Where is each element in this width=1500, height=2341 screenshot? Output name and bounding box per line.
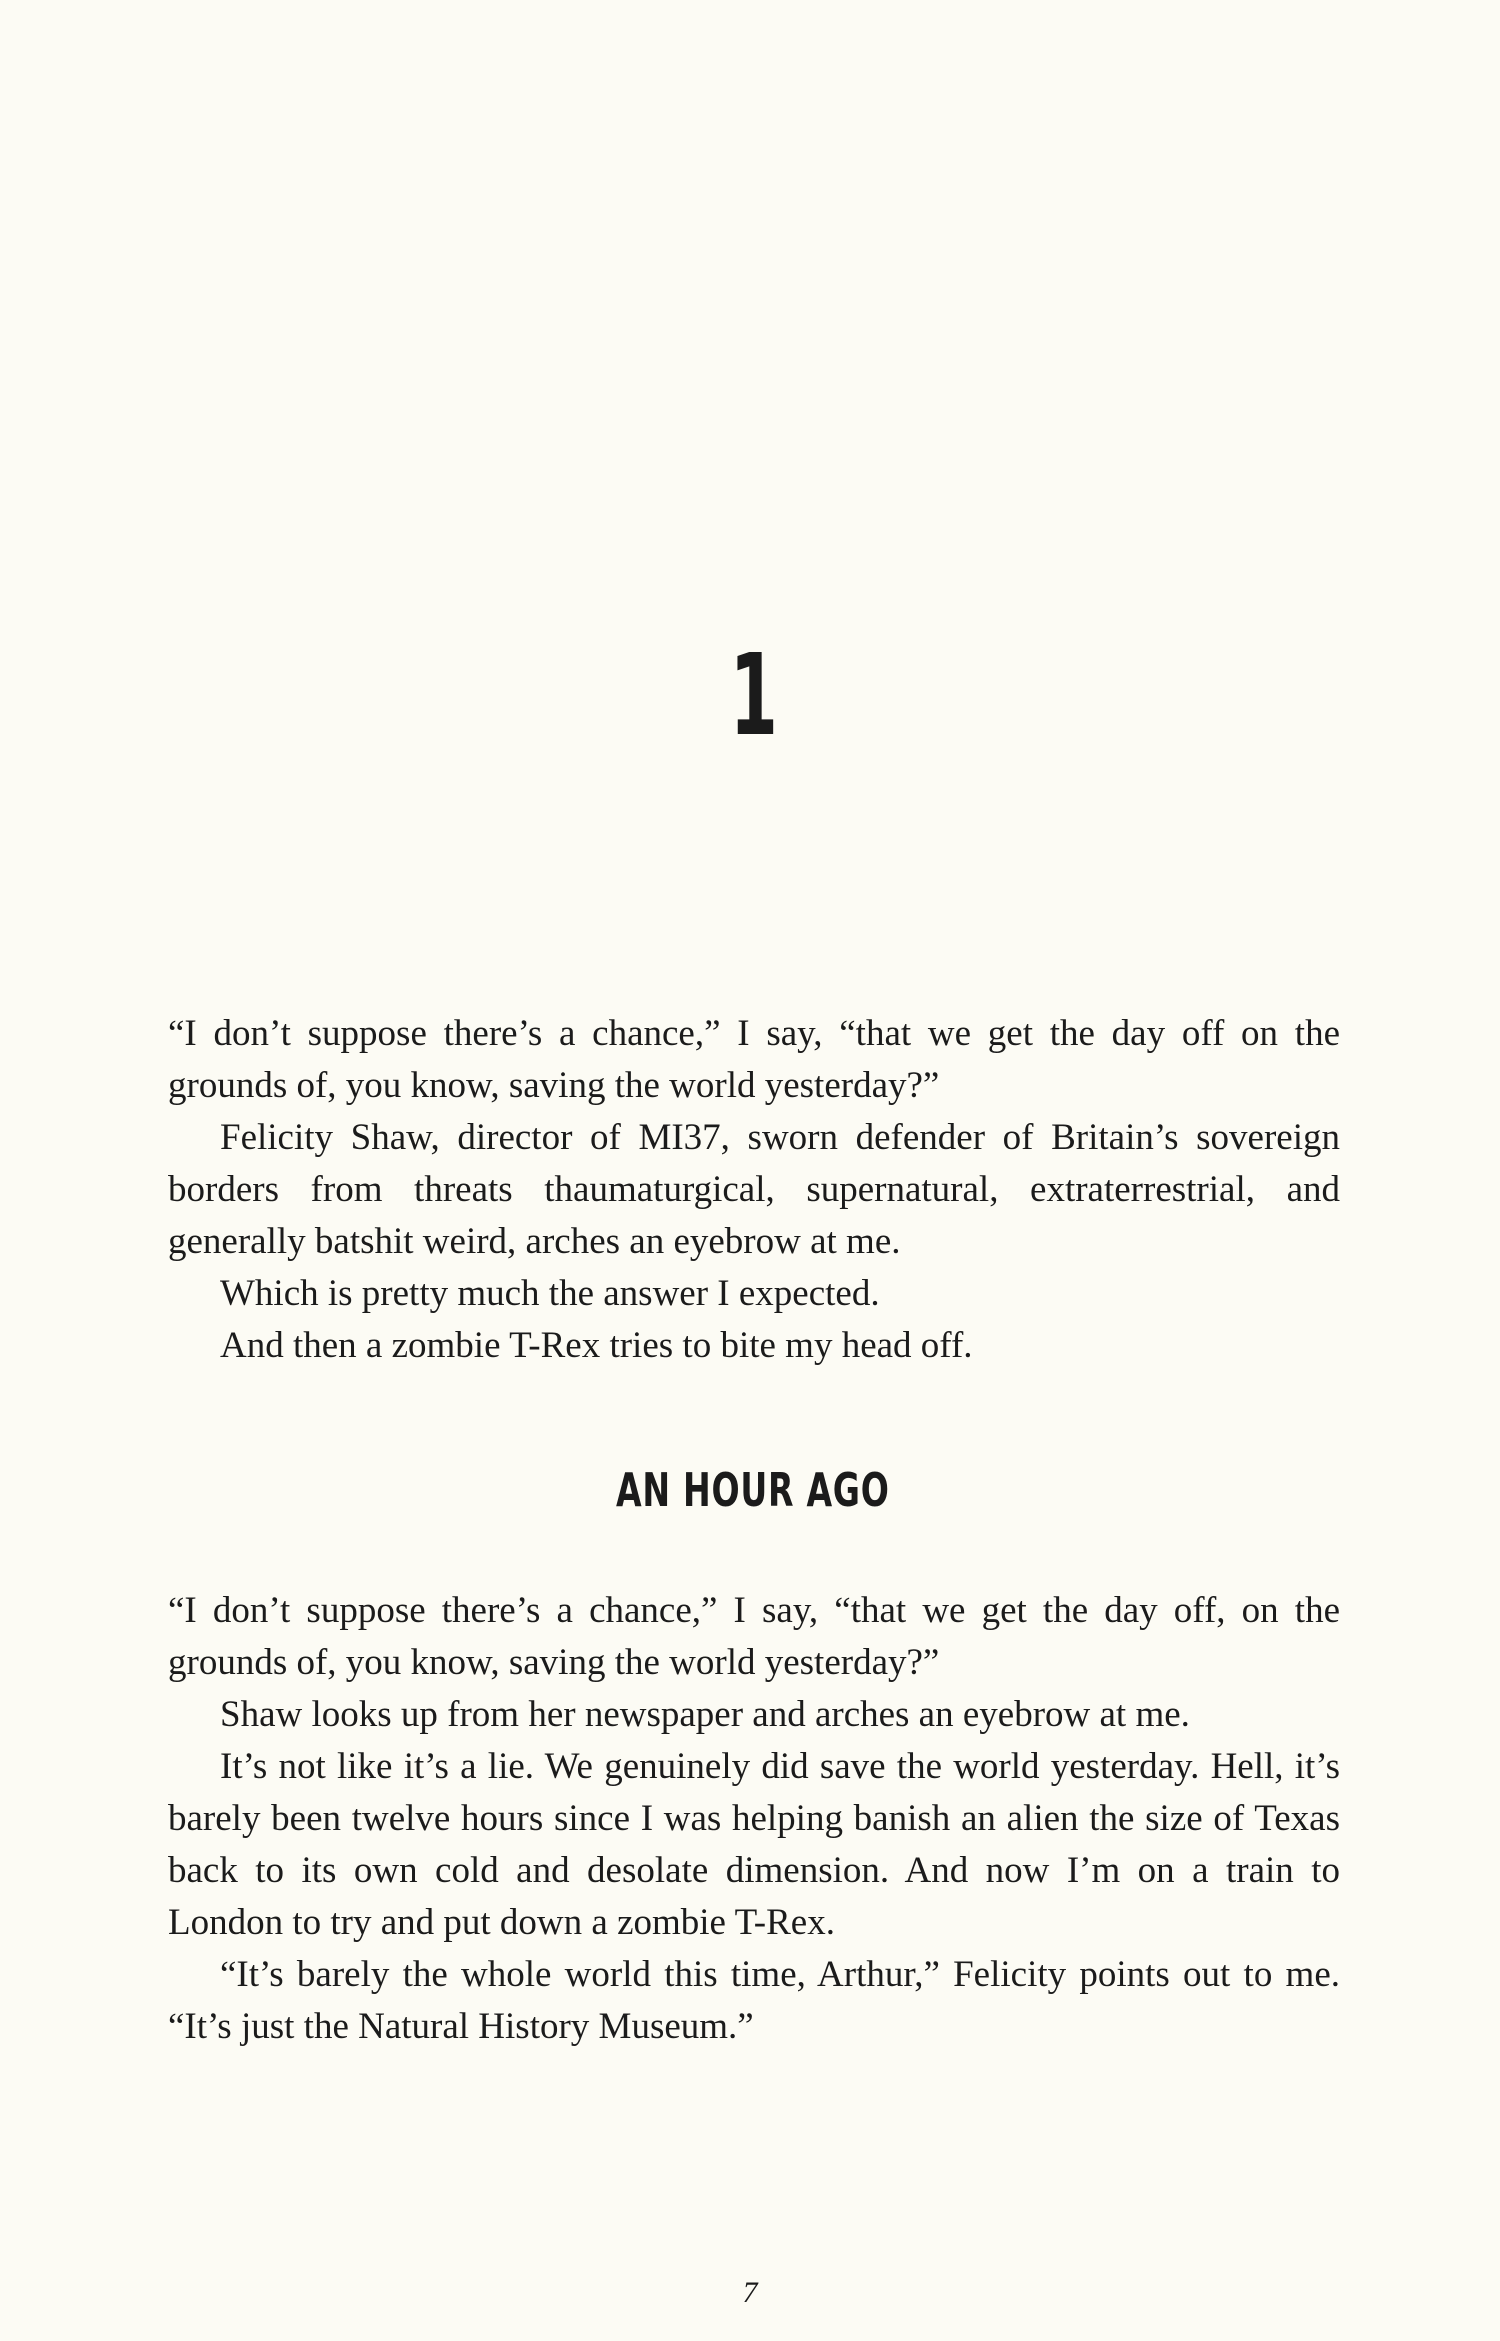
paragraph: Felicity Shaw, director of MI37, sworn defender of Britain’s sovereign borders from threats thaumaturgical, supernatural, extraterrestrial, and generally batshit weird, arches an eyebrow at me. xyxy=(168,1117,1340,1262)
paragraph: Shaw looks up from her newspaper and arches an eyebrow at me. xyxy=(220,1694,1190,1735)
paragraph: And then a zombie T-Rex tries to bite my head off. xyxy=(220,1325,973,1366)
opening-text xyxy=(168,1008,1340,1372)
paragraph: “I don’t suppose there’s a chance,” I say, “that we get the day off, on the grounds of, you know, saving the world yesterday?” xyxy=(168,1590,1340,1683)
section-text xyxy=(168,1585,1340,2053)
paragraph: “I don’t suppose there’s a chance,” I say, “that we get the day off on the grounds of, you know, saving the world yesterday?” xyxy=(168,1013,1340,1106)
paragraph: It’s not like it’s a lie. We genuinely did save the world yesterday. Hell, it’s barely been twelve hours since I was helping banish an alien the size of Texas back to its own cold and desolate dimension. And now I’m on a train to London to try and put down a zombie T-Rex. xyxy=(168,1746,1340,1943)
section-heading: AN HOUR AGO xyxy=(616,1463,890,1517)
chapter-number: 1 xyxy=(729,631,778,761)
paragraph: Which is pretty much the answer I expected. xyxy=(220,1273,880,1314)
page-number: 7 xyxy=(742,2276,758,2309)
paragraph: “It’s barely the whole world this time, Arthur,” Felicity points out to me. “It’s just the Natural History Museum.” xyxy=(168,1954,1340,2047)
